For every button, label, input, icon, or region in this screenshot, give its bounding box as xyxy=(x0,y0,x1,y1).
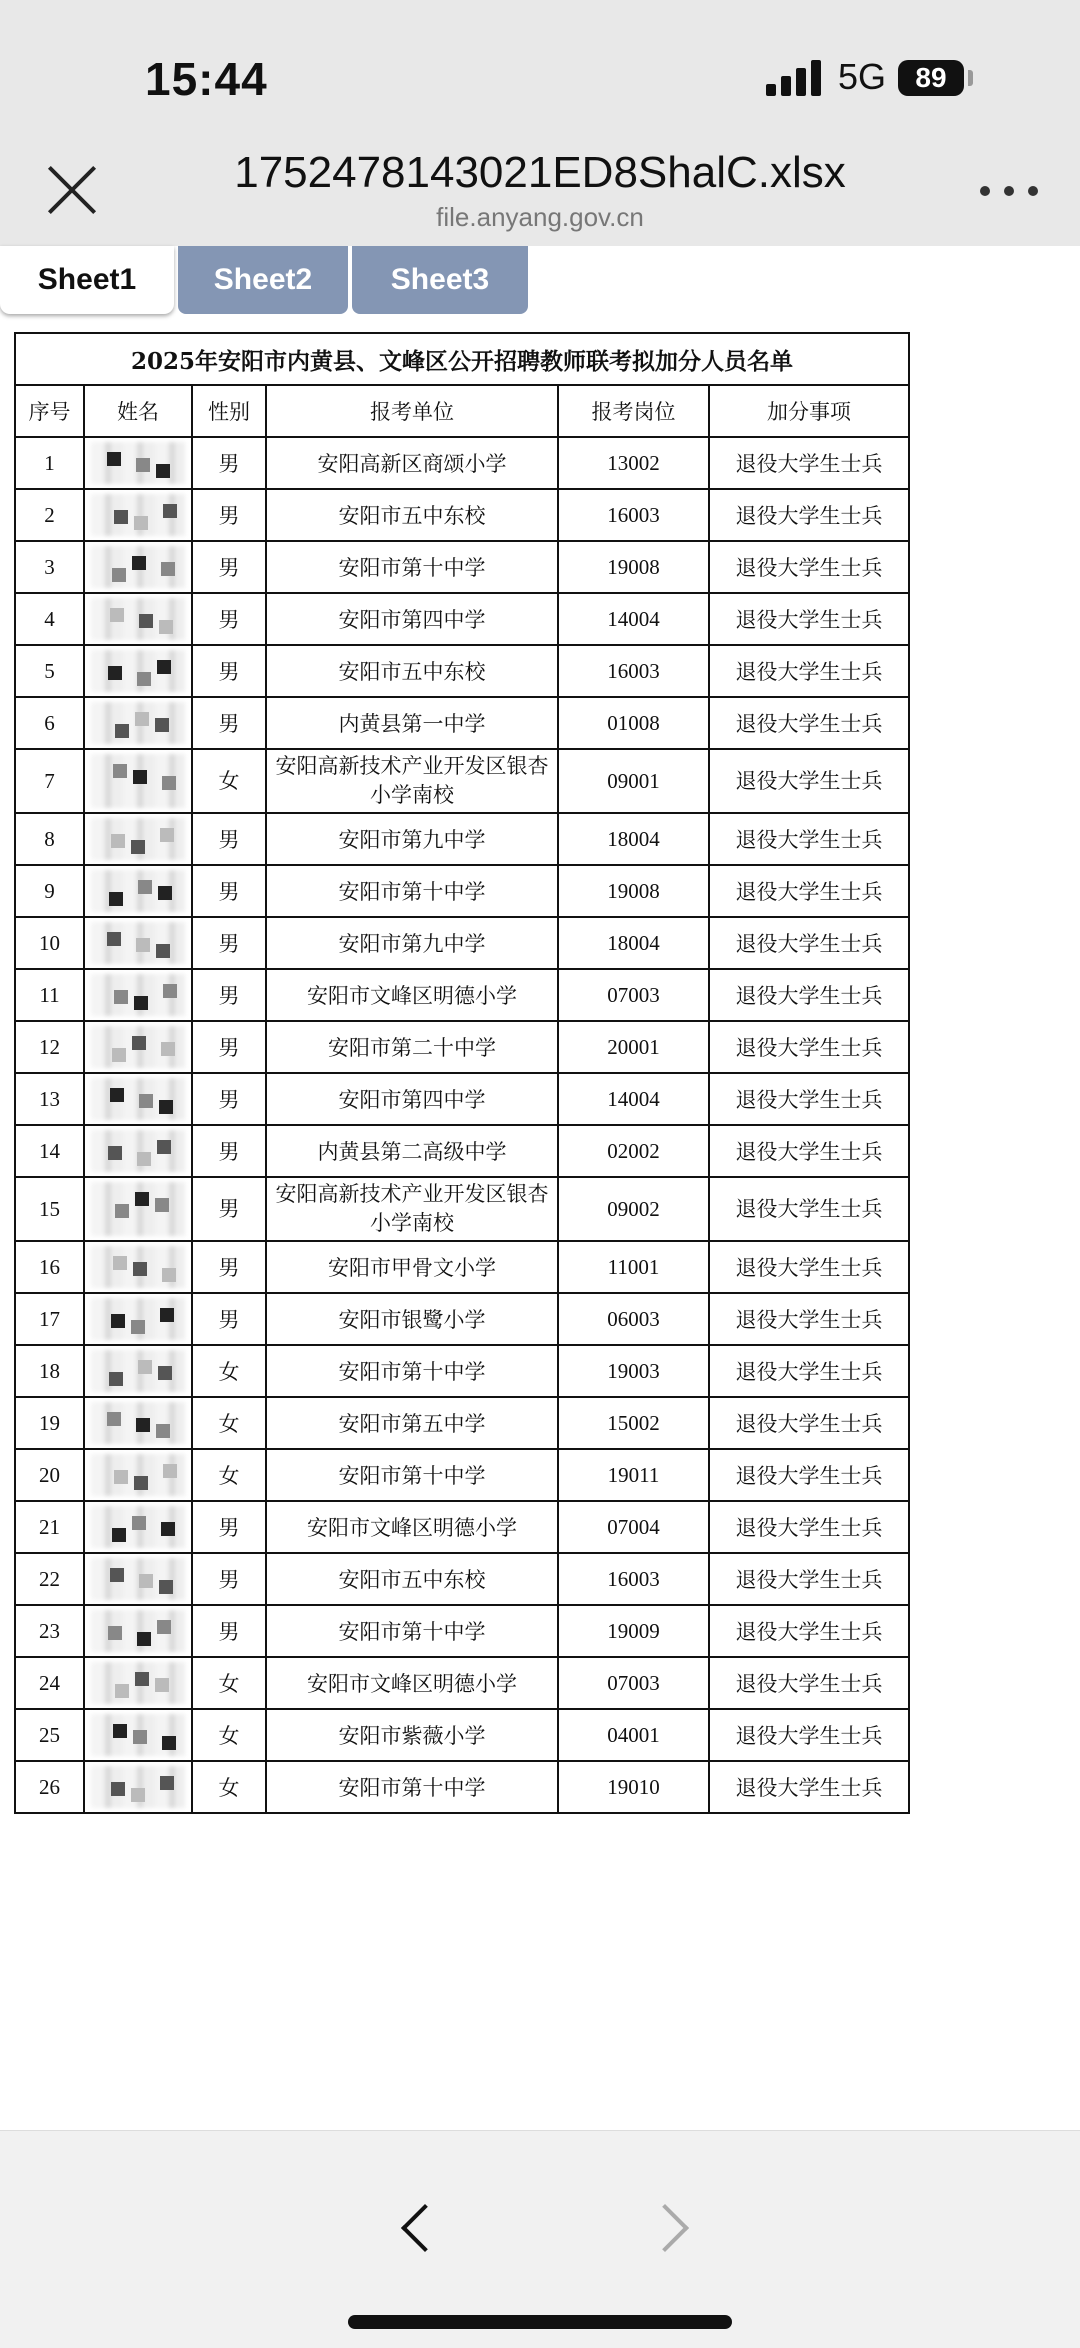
gender-cell: 男 xyxy=(192,541,266,593)
mosaic-block xyxy=(137,1152,151,1166)
battery-icon: 89 xyxy=(898,60,964,96)
mosaic-block xyxy=(139,614,153,628)
gender-cell: 女 xyxy=(192,1449,266,1501)
mosaic-block xyxy=(135,1192,149,1206)
post-cell: 02002 xyxy=(558,1125,709,1177)
home-indicator xyxy=(348,2315,732,2329)
more-options-icon[interactable] xyxy=(980,186,1040,198)
post-cell: 19011 xyxy=(558,1449,709,1501)
cellular-signal-icon xyxy=(766,58,822,96)
mosaic-block xyxy=(155,1198,169,1212)
post-cell: 14004 xyxy=(558,1073,709,1125)
unit-cell: 安阳高新区商颂小学 xyxy=(266,437,558,489)
post-cell: 19008 xyxy=(558,865,709,917)
name-cell xyxy=(84,749,192,813)
row-number: 14 xyxy=(15,1125,84,1177)
post-cell: 01008 xyxy=(558,697,709,749)
name-cell xyxy=(84,1073,192,1125)
tab-sheet2[interactable]: Sheet2 xyxy=(178,246,348,314)
name-cell xyxy=(84,1709,192,1761)
post-cell: 07003 xyxy=(558,1657,709,1709)
bottom-nav-bar xyxy=(0,2130,1080,2348)
mosaic-block xyxy=(159,1580,173,1594)
gender-cell: 男 xyxy=(192,1605,266,1657)
bonus-item-cell: 退役大学生士兵 xyxy=(709,489,909,541)
mosaic-block xyxy=(160,828,174,842)
mosaic-block xyxy=(132,1036,146,1050)
row-number: 19 xyxy=(15,1397,84,1449)
table-row xyxy=(15,1073,909,1125)
unit-cell: 安阳市第五中学 xyxy=(266,1397,558,1449)
row-number: 10 xyxy=(15,917,84,969)
mosaic-block xyxy=(162,1268,176,1282)
gender-cell: 女 xyxy=(192,749,266,813)
table-row xyxy=(15,749,909,813)
unit-cell: 安阳市第十中学 xyxy=(266,1761,558,1813)
table-row xyxy=(15,1241,909,1293)
row-number: 18 xyxy=(15,1345,84,1397)
mosaic-block xyxy=(107,1412,121,1426)
mosaic-block xyxy=(113,1724,127,1738)
bonus-item-cell: 退役大学生士兵 xyxy=(709,1073,909,1125)
name-cell xyxy=(84,813,192,865)
unit-cell: 安阳市第九中学 xyxy=(266,917,558,969)
name-cell xyxy=(84,1293,192,1345)
bonus-item-cell: 退役大学生士兵 xyxy=(709,1241,909,1293)
mosaic-block xyxy=(155,718,169,732)
table-row xyxy=(15,917,909,969)
mosaic-block xyxy=(110,1568,124,1582)
mosaic-block xyxy=(110,1088,124,1102)
mosaic-block xyxy=(138,1360,152,1374)
mosaic-block xyxy=(131,1788,145,1802)
mosaic-block xyxy=(110,608,124,622)
mosaic-block xyxy=(115,724,129,738)
name-cell xyxy=(84,593,192,645)
name-cell xyxy=(84,865,192,917)
name-cell xyxy=(84,1021,192,1073)
mosaic-block xyxy=(156,944,170,958)
row-number: 5 xyxy=(15,645,84,697)
mosaic-block xyxy=(161,562,175,576)
mosaic-block xyxy=(163,504,177,518)
column-header: 报考单位 xyxy=(266,385,558,437)
table-body xyxy=(15,437,909,1813)
post-cell: 09001 xyxy=(558,749,709,813)
mosaic-block xyxy=(114,510,128,524)
mosaic-block xyxy=(136,1418,150,1432)
row-number: 4 xyxy=(15,593,84,645)
row-number: 2 xyxy=(15,489,84,541)
post-cell: 07003 xyxy=(558,969,709,1021)
unit-cell: 安阳市五中东校 xyxy=(266,489,558,541)
unit-cell: 安阳市紫薇小学 xyxy=(266,1709,558,1761)
name-cell xyxy=(84,1605,192,1657)
post-cell: 04001 xyxy=(558,1709,709,1761)
post-cell: 19009 xyxy=(558,1605,709,1657)
gender-cell: 男 xyxy=(192,437,266,489)
table-row xyxy=(15,1345,909,1397)
unit-cell: 安阳市第十中学 xyxy=(266,1345,558,1397)
mosaic-block xyxy=(131,1320,145,1334)
name-cell xyxy=(84,1553,192,1605)
unit-cell: 安阳市五中东校 xyxy=(266,645,558,697)
gender-cell: 女 xyxy=(192,1657,266,1709)
mosaic-block xyxy=(134,996,148,1010)
bonus-item-cell: 退役大学生士兵 xyxy=(709,865,909,917)
mosaic-block xyxy=(157,660,171,674)
bonus-item-cell: 退役大学生士兵 xyxy=(709,645,909,697)
gender-cell: 男 xyxy=(192,593,266,645)
table-row xyxy=(15,813,909,865)
post-cell: 16003 xyxy=(558,1553,709,1605)
mosaic-block xyxy=(107,452,121,466)
name-cell xyxy=(84,917,192,969)
name-cell xyxy=(84,1125,192,1177)
gender-cell: 男 xyxy=(192,865,266,917)
post-cell: 09002 xyxy=(558,1177,709,1241)
mosaic-block xyxy=(108,1626,122,1640)
name-cell xyxy=(84,437,192,489)
mosaic-block xyxy=(156,464,170,478)
chevron-left-icon[interactable] xyxy=(398,2193,438,2263)
bonus-item-cell: 退役大学生士兵 xyxy=(709,813,909,865)
gender-cell: 男 xyxy=(192,1125,266,1177)
table-row xyxy=(15,489,909,541)
unit-cell: 安阳市第二十中学 xyxy=(266,1021,558,1073)
table-row xyxy=(15,1293,909,1345)
row-number: 17 xyxy=(15,1293,84,1345)
mosaic-block xyxy=(159,620,173,634)
gender-cell: 男 xyxy=(192,697,266,749)
unit-cell: 安阳市文峰区明德小学 xyxy=(266,1501,558,1553)
row-number: 24 xyxy=(15,1657,84,1709)
table-row xyxy=(15,645,909,697)
mosaic-block xyxy=(157,1140,171,1154)
table-row xyxy=(15,969,909,1021)
bonus-item-cell: 退役大学生士兵 xyxy=(709,1709,909,1761)
name-cell xyxy=(84,969,192,1021)
mosaic-block xyxy=(162,1736,176,1750)
name-cell xyxy=(84,541,192,593)
bonus-item-cell: 退役大学生士兵 xyxy=(709,917,909,969)
name-cell xyxy=(84,1177,192,1241)
row-number: 26 xyxy=(15,1761,84,1813)
mosaic-block xyxy=(163,984,177,998)
gender-cell: 男 xyxy=(192,969,266,1021)
table-row xyxy=(15,1553,909,1605)
table-row xyxy=(15,1605,909,1657)
mosaic-block xyxy=(132,1516,146,1530)
redacted-name-mosaic xyxy=(91,1182,185,1236)
unit-cell: 安阳市甲骨文小学 xyxy=(266,1241,558,1293)
bonus-item-cell: 退役大学生士兵 xyxy=(709,541,909,593)
name-cell xyxy=(84,1501,192,1553)
mosaic-block xyxy=(112,1528,126,1542)
table-row xyxy=(15,1397,909,1449)
mosaic-block xyxy=(133,770,147,784)
mosaic-block xyxy=(113,764,127,778)
mosaic-block xyxy=(137,1632,151,1646)
unit-cell: 安阳高新技术产业开发区银杏小学南校 xyxy=(266,1177,558,1241)
battery-cap xyxy=(968,70,973,86)
post-cell: 11001 xyxy=(558,1241,709,1293)
post-cell: 19010 xyxy=(558,1761,709,1813)
unit-cell: 安阳市第十中学 xyxy=(266,1605,558,1657)
mosaic-block xyxy=(109,1372,123,1386)
bonus-item-cell: 退役大学生士兵 xyxy=(709,1125,909,1177)
table-row xyxy=(15,1709,909,1761)
row-number: 6 xyxy=(15,697,84,749)
bonus-item-cell: 退役大学生士兵 xyxy=(709,1501,909,1553)
table-row xyxy=(15,1657,909,1709)
post-cell: 18004 xyxy=(558,917,709,969)
name-cell xyxy=(84,1345,192,1397)
table-row xyxy=(15,1501,909,1553)
mosaic-block xyxy=(113,1256,127,1270)
column-header: 加分事项 xyxy=(709,385,909,437)
mosaic-block xyxy=(112,568,126,582)
table-row xyxy=(15,1021,909,1073)
row-number: 1 xyxy=(15,437,84,489)
mosaic-block xyxy=(134,516,148,530)
post-cell: 16003 xyxy=(558,489,709,541)
mosaic-block xyxy=(111,834,125,848)
post-cell: 14004 xyxy=(558,593,709,645)
bonus-item-cell: 退役大学生士兵 xyxy=(709,1293,909,1345)
mosaic-block xyxy=(139,1094,153,1108)
gender-cell: 男 xyxy=(192,1501,266,1553)
row-number: 22 xyxy=(15,1553,84,1605)
mosaic-block xyxy=(111,1314,125,1328)
post-cell: 16003 xyxy=(558,645,709,697)
column-header: 报考岗位 xyxy=(558,385,709,437)
mosaic-block xyxy=(160,1776,174,1790)
file-name: 1752478143021ED8ShalC.xlsx xyxy=(234,148,846,197)
table-row xyxy=(15,1177,909,1241)
tab-sheet3[interactable]: Sheet3 xyxy=(352,246,528,314)
mosaic-block xyxy=(112,1048,126,1062)
post-cell: 13002 xyxy=(558,437,709,489)
post-cell: 19003 xyxy=(558,1345,709,1397)
mosaic-block xyxy=(156,1424,170,1438)
status-time: 15:44 xyxy=(145,53,268,105)
post-cell: 20001 xyxy=(558,1021,709,1073)
unit-cell: 安阳市第四中学 xyxy=(266,1073,558,1125)
mosaic-block xyxy=(132,556,146,570)
post-cell: 07004 xyxy=(558,1501,709,1553)
post-cell: 06003 xyxy=(558,1293,709,1345)
bonus-item-cell: 退役大学生士兵 xyxy=(709,1397,909,1449)
mosaic-block xyxy=(161,1042,175,1056)
bonus-item-cell: 退役大学生士兵 xyxy=(709,1761,909,1813)
column-header: 序号 xyxy=(15,385,84,437)
status-bar xyxy=(0,0,1080,130)
table-row xyxy=(15,1449,909,1501)
candidate-table xyxy=(14,332,910,1814)
mosaic-block xyxy=(163,1464,177,1478)
mosaic-block xyxy=(155,1678,169,1692)
row-number: 8 xyxy=(15,813,84,865)
unit-cell: 安阳市文峰区明德小学 xyxy=(266,969,558,1021)
name-cell xyxy=(84,645,192,697)
network-type: 5G xyxy=(838,56,887,97)
chevron-right-icon[interactable] xyxy=(648,2193,688,2263)
mosaic-block xyxy=(158,886,172,900)
unit-cell: 内黄县第二高级中学 xyxy=(266,1125,558,1177)
bonus-item-cell: 退役大学生士兵 xyxy=(709,437,909,489)
bonus-item-cell: 退役大学生士兵 xyxy=(709,1345,909,1397)
bonus-item-cell: 退役大学生士兵 xyxy=(709,1657,909,1709)
mosaic-block xyxy=(133,1262,147,1276)
unit-cell: 安阳市第十中学 xyxy=(266,1449,558,1501)
gender-cell: 女 xyxy=(192,1345,266,1397)
mosaic-block xyxy=(135,712,149,726)
gender-cell: 女 xyxy=(192,1761,266,1813)
name-cell xyxy=(84,489,192,541)
table-row xyxy=(15,697,909,749)
row-number: 7 xyxy=(15,749,84,813)
row-number: 23 xyxy=(15,1605,84,1657)
bonus-item-cell: 退役大学生士兵 xyxy=(709,969,909,1021)
bonus-item-cell: 退役大学生士兵 xyxy=(709,1449,909,1501)
gender-cell: 男 xyxy=(192,645,266,697)
gender-cell: 男 xyxy=(192,813,266,865)
name-cell xyxy=(84,1397,192,1449)
gender-cell: 男 xyxy=(192,1241,266,1293)
mosaic-block xyxy=(134,1476,148,1490)
gender-cell: 男 xyxy=(192,489,266,541)
post-cell: 18004 xyxy=(558,813,709,865)
gender-cell: 男 xyxy=(192,1073,266,1125)
mosaic-block xyxy=(160,1308,174,1322)
post-cell: 19008 xyxy=(558,541,709,593)
table-row xyxy=(15,593,909,645)
post-cell: 15002 xyxy=(558,1397,709,1449)
gender-cell: 男 xyxy=(192,1553,266,1605)
name-cell xyxy=(84,1761,192,1813)
bonus-item-cell: 退役大学生士兵 xyxy=(709,1553,909,1605)
bonus-item-cell: 退役大学生士兵 xyxy=(709,749,909,813)
row-number: 12 xyxy=(15,1021,84,1073)
file-preview-header xyxy=(0,130,1080,246)
bonus-item-cell: 退役大学生士兵 xyxy=(709,1605,909,1657)
row-number: 3 xyxy=(15,541,84,593)
file-domain: file.anyang.gov.cn xyxy=(436,202,644,232)
row-number: 20 xyxy=(15,1449,84,1501)
table-row xyxy=(15,437,909,489)
row-number: 25 xyxy=(15,1709,84,1761)
column-header: 姓名 xyxy=(84,385,192,437)
name-cell xyxy=(84,1657,192,1709)
mosaic-block xyxy=(137,672,151,686)
mosaic-block xyxy=(135,1672,149,1686)
mosaic-block xyxy=(133,1730,147,1744)
mosaic-block xyxy=(131,840,145,854)
mosaic-block xyxy=(114,1470,128,1484)
bonus-item-cell: 退役大学生士兵 xyxy=(709,697,909,749)
mosaic-block xyxy=(157,1620,171,1634)
mosaic-block xyxy=(139,1574,153,1588)
table-row xyxy=(15,1125,909,1177)
sheet-tabs xyxy=(0,246,1080,316)
bonus-item-cell: 退役大学生士兵 xyxy=(709,1177,909,1241)
unit-cell: 安阳市银鹭小学 xyxy=(266,1293,558,1345)
unit-cell: 安阳市第四中学 xyxy=(266,593,558,645)
table-header-row xyxy=(15,385,909,437)
mosaic-block xyxy=(111,1782,125,1796)
mosaic-block xyxy=(115,1204,129,1218)
mosaic-block xyxy=(161,1522,175,1536)
gender-cell: 男 xyxy=(192,1177,266,1241)
mosaic-block xyxy=(162,776,176,790)
mosaic-block xyxy=(158,1366,172,1380)
table-row xyxy=(15,541,909,593)
mosaic-block xyxy=(136,458,150,472)
mosaic-block xyxy=(107,932,121,946)
unit-cell: 安阳市五中东校 xyxy=(266,1553,558,1605)
row-number: 21 xyxy=(15,1501,84,1553)
table-row xyxy=(15,1761,909,1813)
row-number: 9 xyxy=(15,865,84,917)
row-number: 16 xyxy=(15,1241,84,1293)
gender-cell: 男 xyxy=(192,1293,266,1345)
row-number: 15 xyxy=(15,1177,84,1241)
column-header: 性别 xyxy=(192,385,266,437)
gender-cell: 女 xyxy=(192,1397,266,1449)
mosaic-block xyxy=(115,1684,129,1698)
mosaic-block xyxy=(136,938,150,952)
mosaic-block xyxy=(159,1100,173,1114)
mosaic-block xyxy=(114,990,128,1004)
unit-cell: 内黄县第一中学 xyxy=(266,697,558,749)
mosaic-block xyxy=(108,1146,122,1160)
gender-cell: 男 xyxy=(192,1021,266,1073)
bonus-item-cell: 退役大学生士兵 xyxy=(709,593,909,645)
unit-cell: 安阳高新技术产业开发区银杏小学南校 xyxy=(266,749,558,813)
table-title: 2025年安阳市内黄县、文峰区公开招聘教师联考拟加分人员名单 xyxy=(15,333,909,385)
bonus-item-cell: 退役大学生士兵 xyxy=(709,1021,909,1073)
name-cell xyxy=(84,1449,192,1501)
mosaic-block xyxy=(108,666,122,680)
name-cell xyxy=(84,1241,192,1293)
unit-cell: 安阳市文峰区明德小学 xyxy=(266,1657,558,1709)
gender-cell: 男 xyxy=(192,917,266,969)
row-number: 13 xyxy=(15,1073,84,1125)
unit-cell: 安阳市第十中学 xyxy=(266,865,558,917)
unit-cell: 安阳市第十中学 xyxy=(266,541,558,593)
unit-cell: 安阳市第九中学 xyxy=(266,813,558,865)
tab-sheet1[interactable]: Sheet1 xyxy=(0,246,174,314)
row-number: 11 xyxy=(15,969,84,1021)
name-cell xyxy=(84,697,192,749)
table-row xyxy=(15,865,909,917)
mosaic-block xyxy=(109,892,123,906)
mosaic-block xyxy=(138,880,152,894)
gender-cell: 女 xyxy=(192,1709,266,1761)
